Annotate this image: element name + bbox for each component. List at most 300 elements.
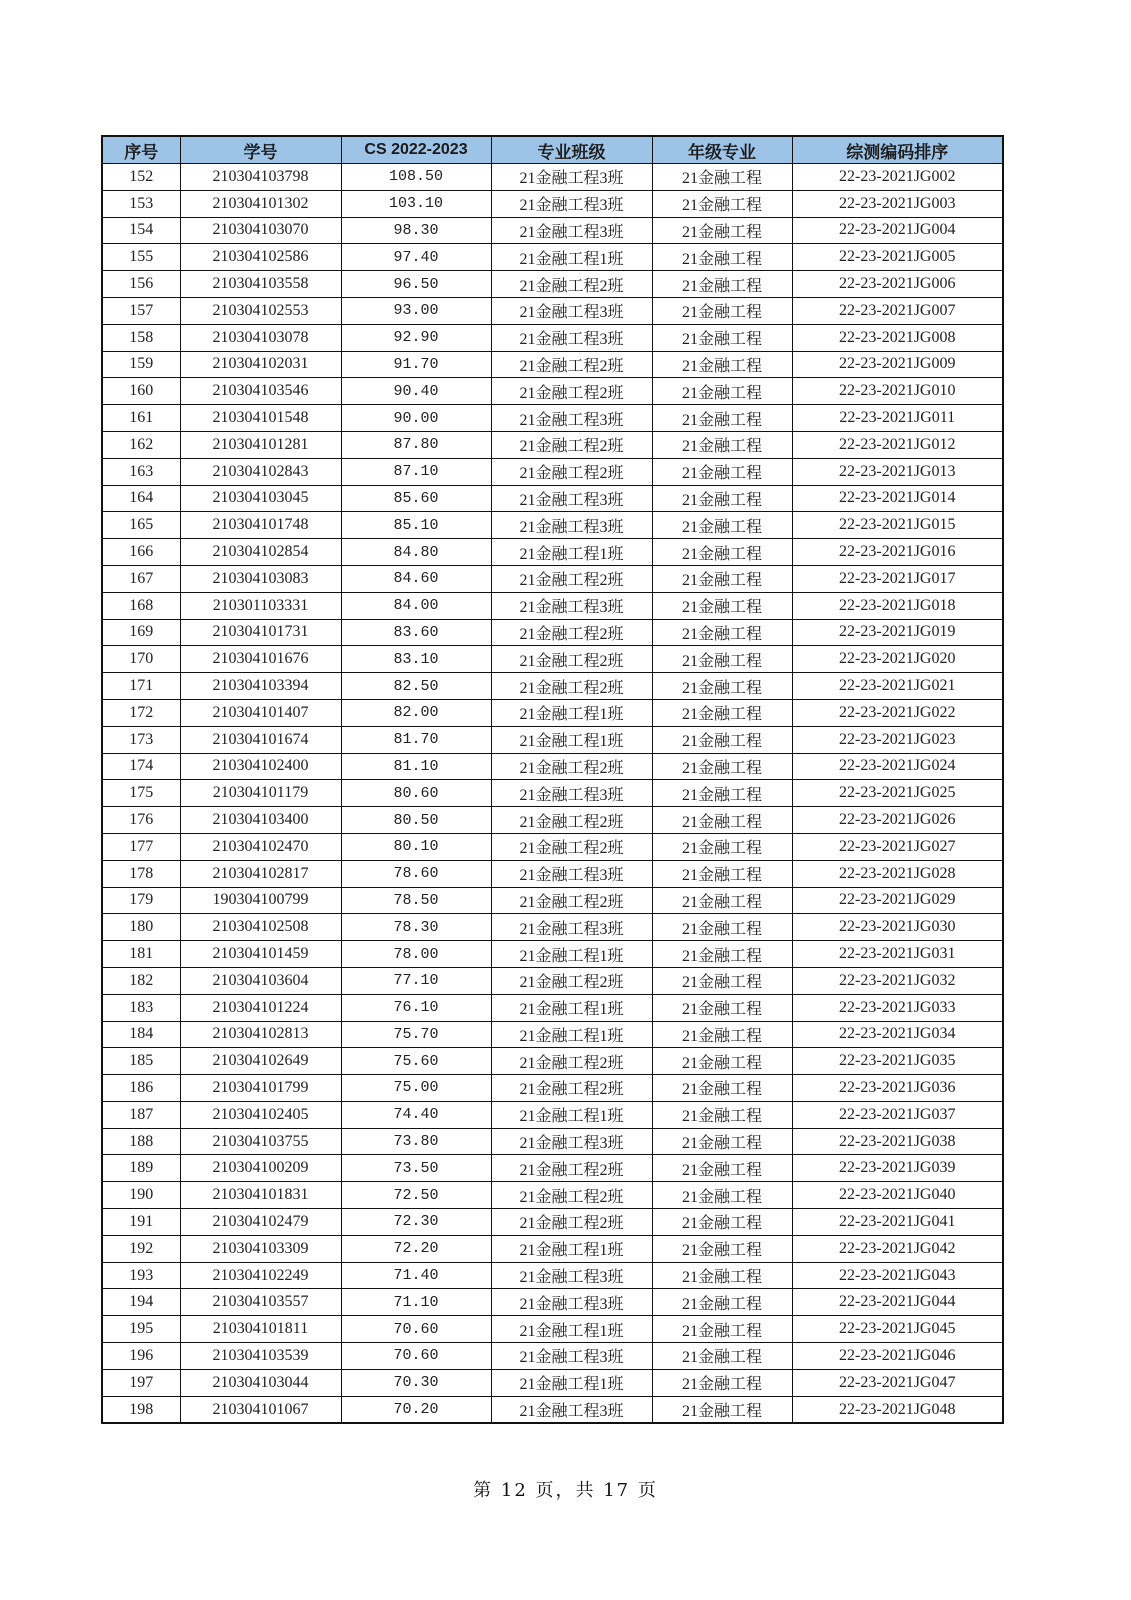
cell-cs-score: 84.00 xyxy=(341,592,491,619)
cell-cs-score: 80.10 xyxy=(341,833,491,860)
cell-class: 21金融工程3班 xyxy=(491,860,652,887)
cell-grade-major: 21金融工程 xyxy=(652,994,792,1021)
cell-cs-score: 70.20 xyxy=(341,1396,491,1423)
cell-ranking-code: 22-23-2021JG004 xyxy=(792,217,1003,244)
cell-ranking-code: 22-23-2021JG011 xyxy=(792,405,1003,432)
cell-grade-major: 21金融工程 xyxy=(652,1209,792,1236)
cell-class: 21金融工程3班 xyxy=(491,164,652,191)
score-table xyxy=(101,135,1004,1424)
cell-student-id: 210304102470 xyxy=(180,833,341,860)
cell-seq: 193 xyxy=(102,1262,180,1289)
table-row xyxy=(102,994,1003,1021)
cell-class: 21金融工程2班 xyxy=(491,271,652,298)
cell-ranking-code: 22-23-2021JG035 xyxy=(792,1048,1003,1075)
cell-class: 21金融工程1班 xyxy=(491,726,652,753)
cell-cs-score: 78.30 xyxy=(341,914,491,941)
cell-cs-score: 73.50 xyxy=(341,1155,491,1182)
table-row xyxy=(102,967,1003,994)
cell-seq: 155 xyxy=(102,244,180,271)
cell-seq: 164 xyxy=(102,485,180,512)
cell-class: 21金融工程2班 xyxy=(491,673,652,700)
cell-grade-major: 21金融工程 xyxy=(652,271,792,298)
table-row xyxy=(102,297,1003,324)
cell-cs-score: 87.80 xyxy=(341,431,491,458)
cell-ranking-code: 22-23-2021JG018 xyxy=(792,592,1003,619)
cell-grade-major: 21金融工程 xyxy=(652,1048,792,1075)
cell-seq: 166 xyxy=(102,539,180,566)
cell-cs-score: 70.60 xyxy=(341,1343,491,1370)
cell-class: 21金融工程3班 xyxy=(491,485,652,512)
cell-cs-score: 91.70 xyxy=(341,351,491,378)
cell-ranking-code: 22-23-2021JG032 xyxy=(792,967,1003,994)
cell-class: 21金融工程1班 xyxy=(491,994,652,1021)
cell-seq: 176 xyxy=(102,807,180,834)
cell-ranking-code: 22-23-2021JG024 xyxy=(792,753,1003,780)
table-row xyxy=(102,1209,1003,1236)
table-row xyxy=(102,1128,1003,1155)
cell-ranking-code: 22-23-2021JG019 xyxy=(792,619,1003,646)
cell-student-id: 210304103309 xyxy=(180,1235,341,1262)
cell-grade-major: 21金融工程 xyxy=(652,431,792,458)
cell-ranking-code: 22-23-2021JG028 xyxy=(792,860,1003,887)
cell-student-id: 210304102405 xyxy=(180,1101,341,1128)
cell-class: 21金融工程1班 xyxy=(491,699,652,726)
cell-ranking-code: 22-23-2021JG013 xyxy=(792,458,1003,485)
cell-student-id: 210304103798 xyxy=(180,164,341,191)
cell-ranking-code: 22-23-2021JG041 xyxy=(792,1209,1003,1236)
cell-ranking-code: 22-23-2021JG015 xyxy=(792,512,1003,539)
table-row xyxy=(102,592,1003,619)
cell-class: 21金融工程3班 xyxy=(491,1343,652,1370)
cell-cs-score: 80.60 xyxy=(341,780,491,807)
cell-cs-score: 84.60 xyxy=(341,565,491,592)
table-row xyxy=(102,1021,1003,1048)
table-row xyxy=(102,1075,1003,1102)
cell-seq: 160 xyxy=(102,378,180,405)
cell-class: 21金融工程3班 xyxy=(491,512,652,539)
cell-class: 21金融工程2班 xyxy=(491,1182,652,1209)
cell-ranking-code: 22-23-2021JG021 xyxy=(792,673,1003,700)
cell-cs-score: 71.10 xyxy=(341,1289,491,1316)
table-row xyxy=(102,244,1003,271)
cell-cs-score: 82.50 xyxy=(341,673,491,700)
cell-student-id: 210304102586 xyxy=(180,244,341,271)
cell-class: 21金融工程2班 xyxy=(491,753,652,780)
cell-seq: 174 xyxy=(102,753,180,780)
cell-grade-major: 21金融工程 xyxy=(652,565,792,592)
header-ranking-code: 综测编码排序 xyxy=(792,136,1003,164)
cell-student-id: 210304103394 xyxy=(180,673,341,700)
cell-class: 21金融工程3班 xyxy=(491,1262,652,1289)
cell-student-id: 210304101748 xyxy=(180,512,341,539)
cell-ranking-code: 22-23-2021JG046 xyxy=(792,1343,1003,1370)
cell-seq: 194 xyxy=(102,1289,180,1316)
cell-seq: 152 xyxy=(102,164,180,191)
cell-student-id: 210304102400 xyxy=(180,753,341,780)
cell-student-id: 210304103755 xyxy=(180,1128,341,1155)
table-row xyxy=(102,431,1003,458)
cell-seq: 189 xyxy=(102,1155,180,1182)
cell-seq: 178 xyxy=(102,860,180,887)
table-row xyxy=(102,458,1003,485)
cell-cs-score: 82.00 xyxy=(341,699,491,726)
cell-seq: 196 xyxy=(102,1343,180,1370)
header-class: 专业班级 xyxy=(491,136,652,164)
cell-class: 21金融工程3班 xyxy=(491,1289,652,1316)
cell-seq: 182 xyxy=(102,967,180,994)
cell-cs-score: 81.70 xyxy=(341,726,491,753)
cell-grade-major: 21金融工程 xyxy=(652,217,792,244)
cell-seq: 165 xyxy=(102,512,180,539)
table-row xyxy=(102,1155,1003,1182)
cell-grade-major: 21金融工程 xyxy=(652,887,792,914)
cell-cs-score: 78.50 xyxy=(341,887,491,914)
cell-student-id: 210304102649 xyxy=(180,1048,341,1075)
cell-ranking-code: 22-23-2021JG034 xyxy=(792,1021,1003,1048)
cell-student-id: 210304101407 xyxy=(180,699,341,726)
cell-cs-score: 75.00 xyxy=(341,1075,491,1102)
cell-seq: 157 xyxy=(102,297,180,324)
cell-student-id: 210304103045 xyxy=(180,485,341,512)
cell-grade-major: 21金融工程 xyxy=(652,673,792,700)
cell-seq: 181 xyxy=(102,941,180,968)
cell-class: 21金融工程2班 xyxy=(491,378,652,405)
cell-class: 21金融工程3班 xyxy=(491,1128,652,1155)
cell-class: 21金融工程1班 xyxy=(491,1235,652,1262)
cell-student-id: 210304103070 xyxy=(180,217,341,244)
cell-student-id: 210304102813 xyxy=(180,1021,341,1048)
cell-class: 21金融工程1班 xyxy=(491,941,652,968)
cell-student-id: 210304103557 xyxy=(180,1289,341,1316)
cell-class: 21金融工程2班 xyxy=(491,1048,652,1075)
cell-class: 21金融工程2班 xyxy=(491,619,652,646)
cell-grade-major: 21金融工程 xyxy=(652,190,792,217)
table-row xyxy=(102,726,1003,753)
cell-class: 21金融工程3班 xyxy=(491,297,652,324)
cell-grade-major: 21金融工程 xyxy=(652,1075,792,1102)
table-row xyxy=(102,271,1003,298)
cell-grade-major: 21金融工程 xyxy=(652,914,792,941)
cell-class: 21金融工程2班 xyxy=(491,833,652,860)
cell-seq: 161 xyxy=(102,405,180,432)
header-cs-score: CS 2022-2023 xyxy=(341,136,491,164)
cell-student-id: 210304101302 xyxy=(180,190,341,217)
cell-seq: 192 xyxy=(102,1235,180,1262)
cell-seq: 190 xyxy=(102,1182,180,1209)
cell-grade-major: 21金融工程 xyxy=(652,297,792,324)
cell-ranking-code: 22-23-2021JG027 xyxy=(792,833,1003,860)
cell-ranking-code: 22-23-2021JG005 xyxy=(792,244,1003,271)
table-row xyxy=(102,1289,1003,1316)
cell-cs-score: 98.30 xyxy=(341,217,491,244)
cell-student-id: 210304101731 xyxy=(180,619,341,646)
cell-cs-score: 97.40 xyxy=(341,244,491,271)
cell-ranking-code: 22-23-2021JG047 xyxy=(792,1369,1003,1396)
cell-student-id: 210304101799 xyxy=(180,1075,341,1102)
cell-seq: 180 xyxy=(102,914,180,941)
cell-seq: 191 xyxy=(102,1209,180,1236)
table-row xyxy=(102,217,1003,244)
table-row xyxy=(102,512,1003,539)
cell-class: 21金融工程2班 xyxy=(491,1075,652,1102)
cell-cs-score: 96.50 xyxy=(341,271,491,298)
cell-class: 21金融工程1班 xyxy=(491,539,652,566)
table-row xyxy=(102,887,1003,914)
table-row xyxy=(102,1101,1003,1128)
cell-grade-major: 21金融工程 xyxy=(652,807,792,834)
cell-ranking-code: 22-23-2021JG033 xyxy=(792,994,1003,1021)
cell-seq: 162 xyxy=(102,431,180,458)
cell-student-id: 210304102479 xyxy=(180,1209,341,1236)
cell-ranking-code: 22-23-2021JG022 xyxy=(792,699,1003,726)
cell-class: 21金融工程2班 xyxy=(491,967,652,994)
cell-class: 21金融工程2班 xyxy=(491,807,652,834)
cell-seq: 173 xyxy=(102,726,180,753)
cell-student-id: 210304103558 xyxy=(180,271,341,298)
table-row xyxy=(102,539,1003,566)
table-row xyxy=(102,351,1003,378)
table-row xyxy=(102,1343,1003,1370)
table-row xyxy=(102,190,1003,217)
cell-ranking-code: 22-23-2021JG048 xyxy=(792,1396,1003,1423)
cell-seq: 153 xyxy=(102,190,180,217)
cell-ranking-code: 22-23-2021JG006 xyxy=(792,271,1003,298)
cell-seq: 197 xyxy=(102,1369,180,1396)
cell-student-id: 210304102843 xyxy=(180,458,341,485)
cell-student-id: 210304101179 xyxy=(180,780,341,807)
cell-grade-major: 21金融工程 xyxy=(652,485,792,512)
header-seq: 序号 xyxy=(102,136,180,164)
cell-ranking-code: 22-23-2021JG003 xyxy=(792,190,1003,217)
table-row xyxy=(102,1182,1003,1209)
cell-student-id: 210304102553 xyxy=(180,297,341,324)
cell-ranking-code: 22-23-2021JG038 xyxy=(792,1128,1003,1155)
cell-class: 21金融工程2班 xyxy=(491,458,652,485)
cell-grade-major: 21金融工程 xyxy=(652,753,792,780)
table-row xyxy=(102,565,1003,592)
cell-seq: 187 xyxy=(102,1101,180,1128)
cell-ranking-code: 22-23-2021JG039 xyxy=(792,1155,1003,1182)
cell-student-id: 210304103539 xyxy=(180,1343,341,1370)
cell-student-id: 210304103083 xyxy=(180,565,341,592)
table-row xyxy=(102,807,1003,834)
cell-cs-score: 108.50 xyxy=(341,164,491,191)
cell-student-id: 210304101831 xyxy=(180,1182,341,1209)
cell-cs-score: 103.10 xyxy=(341,190,491,217)
cell-class: 21金融工程2班 xyxy=(491,646,652,673)
cell-cs-score: 75.70 xyxy=(341,1021,491,1048)
cell-grade-major: 21金融工程 xyxy=(652,1235,792,1262)
cell-grade-major: 21金融工程 xyxy=(652,1128,792,1155)
cell-student-id: 210304103546 xyxy=(180,378,341,405)
cell-class: 21金融工程3班 xyxy=(491,592,652,619)
cell-grade-major: 21金融工程 xyxy=(652,1289,792,1316)
cell-ranking-code: 22-23-2021JG029 xyxy=(792,887,1003,914)
cell-student-id: 210304101281 xyxy=(180,431,341,458)
cell-student-id: 210304102249 xyxy=(180,1262,341,1289)
cell-grade-major: 21金融工程 xyxy=(652,1396,792,1423)
cell-class: 21金融工程3班 xyxy=(491,324,652,351)
cell-class: 21金融工程2班 xyxy=(491,431,652,458)
cell-ranking-code: 22-23-2021JG042 xyxy=(792,1235,1003,1262)
cell-ranking-code: 22-23-2021JG012 xyxy=(792,431,1003,458)
cell-grade-major: 21金融工程 xyxy=(652,539,792,566)
cell-grade-major: 21金融工程 xyxy=(652,1182,792,1209)
table-row xyxy=(102,1262,1003,1289)
cell-class: 21金融工程3班 xyxy=(491,914,652,941)
cell-grade-major: 21金融工程 xyxy=(652,378,792,405)
cell-cs-score: 87.10 xyxy=(341,458,491,485)
cell-ranking-code: 22-23-2021JG014 xyxy=(792,485,1003,512)
cell-student-id: 210301103331 xyxy=(180,592,341,619)
table-row xyxy=(102,619,1003,646)
cell-seq: 183 xyxy=(102,994,180,1021)
table-row xyxy=(102,1396,1003,1423)
cell-grade-major: 21金融工程 xyxy=(652,164,792,191)
cell-ranking-code: 22-23-2021JG044 xyxy=(792,1289,1003,1316)
table-row xyxy=(102,485,1003,512)
cell-grade-major: 21金融工程 xyxy=(652,351,792,378)
cell-cs-score: 72.50 xyxy=(341,1182,491,1209)
cell-student-id: 210304101811 xyxy=(180,1316,341,1343)
cell-seq: 172 xyxy=(102,699,180,726)
table-row xyxy=(102,1369,1003,1396)
cell-grade-major: 21金融工程 xyxy=(652,1316,792,1343)
cell-seq: 154 xyxy=(102,217,180,244)
table-row xyxy=(102,1235,1003,1262)
cell-grade-major: 21金融工程 xyxy=(652,592,792,619)
cell-student-id: 210304102508 xyxy=(180,914,341,941)
cell-ranking-code: 22-23-2021JG008 xyxy=(792,324,1003,351)
cell-class: 21金融工程2班 xyxy=(491,565,652,592)
cell-grade-major: 21金融工程 xyxy=(652,941,792,968)
cell-student-id: 210304102031 xyxy=(180,351,341,378)
cell-seq: 185 xyxy=(102,1048,180,1075)
table-row xyxy=(102,405,1003,432)
cell-ranking-code: 22-23-2021JG043 xyxy=(792,1262,1003,1289)
cell-student-id: 190304100799 xyxy=(180,887,341,914)
cell-cs-score: 78.00 xyxy=(341,941,491,968)
cell-student-id: 210304101067 xyxy=(180,1396,341,1423)
table-row xyxy=(102,1048,1003,1075)
cell-grade-major: 21金融工程 xyxy=(652,860,792,887)
cell-ranking-code: 22-23-2021JG026 xyxy=(792,807,1003,834)
cell-class: 21金融工程3班 xyxy=(491,405,652,432)
table-row xyxy=(102,164,1003,191)
cell-ranking-code: 22-23-2021JG009 xyxy=(792,351,1003,378)
cell-grade-major: 21金融工程 xyxy=(652,512,792,539)
cell-ranking-code: 22-23-2021JG045 xyxy=(792,1316,1003,1343)
cell-ranking-code: 22-23-2021JG025 xyxy=(792,780,1003,807)
cell-student-id: 210304101676 xyxy=(180,646,341,673)
table-header-row xyxy=(102,136,1003,164)
cell-cs-score: 75.60 xyxy=(341,1048,491,1075)
cell-seq: 167 xyxy=(102,565,180,592)
cell-seq: 188 xyxy=(102,1128,180,1155)
cell-seq: 168 xyxy=(102,592,180,619)
cell-class: 21金融工程2班 xyxy=(491,1209,652,1236)
cell-cs-score: 83.10 xyxy=(341,646,491,673)
table-row xyxy=(102,914,1003,941)
header-student-id: 学号 xyxy=(180,136,341,164)
cell-seq: 198 xyxy=(102,1396,180,1423)
cell-ranking-code: 22-23-2021JG036 xyxy=(792,1075,1003,1102)
cell-seq: 158 xyxy=(102,324,180,351)
cell-grade-major: 21金融工程 xyxy=(652,1101,792,1128)
cell-grade-major: 21金融工程 xyxy=(652,1021,792,1048)
cell-student-id: 210304101674 xyxy=(180,726,341,753)
cell-class: 21金融工程3班 xyxy=(491,780,652,807)
table-row xyxy=(102,378,1003,405)
table-row xyxy=(102,324,1003,351)
cell-ranking-code: 22-23-2021JG040 xyxy=(792,1182,1003,1209)
cell-grade-major: 21金融工程 xyxy=(652,324,792,351)
cell-cs-score: 72.20 xyxy=(341,1235,491,1262)
cell-ranking-code: 22-23-2021JG007 xyxy=(792,297,1003,324)
table-row xyxy=(102,673,1003,700)
cell-grade-major: 21金融工程 xyxy=(652,1155,792,1182)
cell-class: 21金融工程1班 xyxy=(491,1021,652,1048)
cell-class: 21金融工程1班 xyxy=(491,1316,652,1343)
cell-class: 21金融工程3班 xyxy=(491,1396,652,1423)
cell-student-id: 210304101548 xyxy=(180,405,341,432)
cell-cs-score: 92.90 xyxy=(341,324,491,351)
header-grade-major: 年级专业 xyxy=(652,136,792,164)
cell-student-id: 210304103604 xyxy=(180,967,341,994)
cell-cs-score: 76.10 xyxy=(341,994,491,1021)
table-row xyxy=(102,646,1003,673)
cell-cs-score: 85.60 xyxy=(341,485,491,512)
table-row xyxy=(102,780,1003,807)
cell-grade-major: 21金融工程 xyxy=(652,1369,792,1396)
cell-class: 21金融工程3班 xyxy=(491,190,652,217)
cell-seq: 163 xyxy=(102,458,180,485)
table-row xyxy=(102,941,1003,968)
cell-ranking-code: 22-23-2021JG031 xyxy=(792,941,1003,968)
cell-cs-score: 70.30 xyxy=(341,1369,491,1396)
cell-grade-major: 21金融工程 xyxy=(652,833,792,860)
cell-cs-score: 72.30 xyxy=(341,1209,491,1236)
cell-seq: 179 xyxy=(102,887,180,914)
cell-ranking-code: 22-23-2021JG017 xyxy=(792,565,1003,592)
cell-seq: 184 xyxy=(102,1021,180,1048)
table-row xyxy=(102,1316,1003,1343)
cell-grade-major: 21金融工程 xyxy=(652,619,792,646)
cell-grade-major: 21金融工程 xyxy=(652,967,792,994)
cell-seq: 177 xyxy=(102,833,180,860)
cell-class: 21金融工程3班 xyxy=(491,217,652,244)
cell-cs-score: 78.60 xyxy=(341,860,491,887)
cell-cs-score: 93.00 xyxy=(341,297,491,324)
cell-grade-major: 21金融工程 xyxy=(652,458,792,485)
table-row xyxy=(102,833,1003,860)
cell-student-id: 210304103044 xyxy=(180,1369,341,1396)
cell-ranking-code: 22-23-2021JG010 xyxy=(792,378,1003,405)
cell-class: 21金融工程2班 xyxy=(491,887,652,914)
cell-cs-score: 83.60 xyxy=(341,619,491,646)
cell-cs-score: 85.10 xyxy=(341,512,491,539)
table-row xyxy=(102,753,1003,780)
cell-class: 21金融工程1班 xyxy=(491,244,652,271)
cell-ranking-code: 22-23-2021JG016 xyxy=(792,539,1003,566)
cell-ranking-code: 22-23-2021JG002 xyxy=(792,164,1003,191)
cell-ranking-code: 22-23-2021JG023 xyxy=(792,726,1003,753)
cell-cs-score: 73.80 xyxy=(341,1128,491,1155)
cell-cs-score: 90.40 xyxy=(341,378,491,405)
table-body xyxy=(102,164,1003,1424)
cell-student-id: 210304102817 xyxy=(180,860,341,887)
cell-grade-major: 21金融工程 xyxy=(652,646,792,673)
